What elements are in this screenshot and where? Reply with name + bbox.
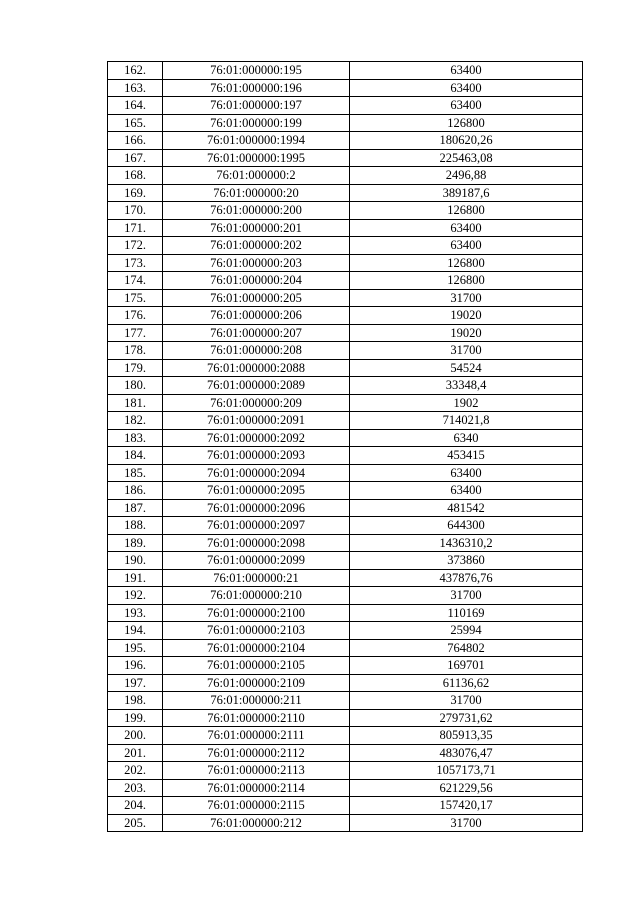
value-cell: 644300 — [350, 517, 583, 535]
value-cell: 279731,62 — [350, 709, 583, 727]
value-cell: 483076,47 — [350, 744, 583, 762]
value-cell: 25994 — [350, 622, 583, 640]
row-number-cell: 167. — [108, 149, 163, 167]
value-cell: 1902 — [350, 394, 583, 412]
row-number-cell: 163. — [108, 79, 163, 97]
cadastral-number-cell: 76:01:000000:2096 — [163, 499, 350, 517]
row-number-cell: 182. — [108, 412, 163, 430]
table-row — [108, 797, 583, 815]
row-number-cell: 177. — [108, 324, 163, 342]
value-cell: 805913,35 — [350, 727, 583, 745]
table-row — [108, 342, 583, 360]
value-cell: 63400 — [350, 464, 583, 482]
cadastral-number-cell: 76:01:000000:2115 — [163, 797, 350, 815]
table-row — [108, 587, 583, 605]
cadastral-number-cell: 76:01:000000:2093 — [163, 447, 350, 465]
table-row — [108, 482, 583, 500]
table-row — [108, 254, 583, 272]
table-row — [108, 132, 583, 150]
table-row — [108, 674, 583, 692]
cadastral-number-cell: 76:01:000000:20 — [163, 184, 350, 202]
table-row — [108, 814, 583, 832]
table-row — [108, 167, 583, 185]
value-cell: 126800 — [350, 114, 583, 132]
cadastral-number-cell: 76:01:000000:2094 — [163, 464, 350, 482]
row-number-cell: 195. — [108, 639, 163, 657]
cadastral-number-cell: 76:01:000000:21 — [163, 569, 350, 587]
value-cell: 157420,17 — [350, 797, 583, 815]
table-row — [108, 744, 583, 762]
value-cell: 31700 — [350, 342, 583, 360]
cadastral-number-cell: 76:01:000000:212 — [163, 814, 350, 832]
value-cell: 621229,56 — [350, 779, 583, 797]
cadastral-number-cell: 76:01:000000:201 — [163, 219, 350, 237]
cadastral-number-cell: 76:01:000000:2111 — [163, 727, 350, 745]
cadastral-number-cell: 76:01:000000:2103 — [163, 622, 350, 640]
row-number-cell: 172. — [108, 237, 163, 255]
value-cell: 1057173,71 — [350, 762, 583, 780]
row-number-cell: 168. — [108, 167, 163, 185]
cadastral-number-cell: 76:01:000000:2113 — [163, 762, 350, 780]
row-number-cell: 181. — [108, 394, 163, 412]
value-cell: 437876,76 — [350, 569, 583, 587]
cadastral-number-cell: 76:01:000000:2089 — [163, 377, 350, 395]
row-number-cell: 165. — [108, 114, 163, 132]
cadastral-number-cell: 76:01:000000:199 — [163, 114, 350, 132]
cadastral-number-cell: 76:01:000000:2112 — [163, 744, 350, 762]
cadastral-number-cell: 76:01:000000:205 — [163, 289, 350, 307]
table-row — [108, 272, 583, 290]
cadastral-number-cell: 76:01:000000:197 — [163, 97, 350, 115]
table-row — [108, 534, 583, 552]
table-row — [108, 324, 583, 342]
row-number-cell: 169. — [108, 184, 163, 202]
cadastral-number-cell: 76:01:000000:202 — [163, 237, 350, 255]
table-row — [108, 412, 583, 430]
table-row — [108, 464, 583, 482]
value-cell: 126800 — [350, 272, 583, 290]
table-row — [108, 289, 583, 307]
cadastral-number-cell: 76:01:000000:2099 — [163, 552, 350, 570]
table-row — [108, 709, 583, 727]
table-body — [108, 62, 583, 832]
cadastral-number-cell: 76:01:000000:2095 — [163, 482, 350, 500]
row-number-cell: 204. — [108, 797, 163, 815]
cadastral-number-cell: 76:01:000000:195 — [163, 62, 350, 80]
value-cell: 1436310,2 — [350, 534, 583, 552]
row-number-cell: 202. — [108, 762, 163, 780]
table-row — [108, 202, 583, 220]
cadastral-number-cell: 76:01:000000:2098 — [163, 534, 350, 552]
cadastral-number-cell: 76:01:000000:208 — [163, 342, 350, 360]
cadastral-number-cell: 76:01:000000:2088 — [163, 359, 350, 377]
table-row — [108, 359, 583, 377]
table-row — [108, 604, 583, 622]
cadastral-number-cell: 76:01:000000:2114 — [163, 779, 350, 797]
cadastral-number-cell: 76:01:000000:2092 — [163, 429, 350, 447]
value-cell: 61136,62 — [350, 674, 583, 692]
row-number-cell: 205. — [108, 814, 163, 832]
row-number-cell: 179. — [108, 359, 163, 377]
table-row — [108, 79, 583, 97]
table-row — [108, 762, 583, 780]
cadastral-number-cell: 76:01:000000:2097 — [163, 517, 350, 535]
table-row — [108, 499, 583, 517]
cadastral-number-cell: 76:01:000000:2104 — [163, 639, 350, 657]
row-number-cell: 186. — [108, 482, 163, 500]
row-number-cell: 174. — [108, 272, 163, 290]
row-number-cell: 201. — [108, 744, 163, 762]
row-number-cell: 175. — [108, 289, 163, 307]
value-cell: 31700 — [350, 692, 583, 710]
table-row — [108, 149, 583, 167]
value-cell: 31700 — [350, 814, 583, 832]
value-cell: 126800 — [350, 254, 583, 272]
table-row — [108, 114, 583, 132]
cadastral-number-cell: 76:01:000000:2100 — [163, 604, 350, 622]
row-number-cell: 180. — [108, 377, 163, 395]
row-number-cell: 162. — [108, 62, 163, 80]
value-cell: 373860 — [350, 552, 583, 570]
value-cell: 453415 — [350, 447, 583, 465]
value-cell: 225463,08 — [350, 149, 583, 167]
table-row — [108, 184, 583, 202]
cadastral-number-cell: 76:01:000000:196 — [163, 79, 350, 97]
table-row — [108, 429, 583, 447]
cadastral-number-cell: 76:01:000000:2109 — [163, 674, 350, 692]
row-number-cell: 176. — [108, 307, 163, 325]
cadastral-number-cell: 76:01:000000:211 — [163, 692, 350, 710]
table-row — [108, 622, 583, 640]
cadastral-value-table — [107, 61, 583, 832]
row-number-cell: 189. — [108, 534, 163, 552]
table-row — [108, 692, 583, 710]
row-number-cell: 170. — [108, 202, 163, 220]
row-number-cell: 164. — [108, 97, 163, 115]
cadastral-number-cell: 76:01:000000:207 — [163, 324, 350, 342]
cadastral-number-cell: 76:01:000000:203 — [163, 254, 350, 272]
cadastral-number-cell: 76:01:000000:210 — [163, 587, 350, 605]
row-number-cell: 188. — [108, 517, 163, 535]
value-cell: 54524 — [350, 359, 583, 377]
table-row — [108, 639, 583, 657]
value-cell: 63400 — [350, 97, 583, 115]
table-row — [108, 447, 583, 465]
value-cell: 389187,6 — [350, 184, 583, 202]
table-row — [108, 517, 583, 535]
cadastral-number-cell: 76:01:000000:204 — [163, 272, 350, 290]
row-number-cell: 199. — [108, 709, 163, 727]
value-cell: 110169 — [350, 604, 583, 622]
cadastral-number-cell: 76:01:000000:2110 — [163, 709, 350, 727]
table-row — [108, 97, 583, 115]
value-cell: 33348,4 — [350, 377, 583, 395]
row-number-cell: 197. — [108, 674, 163, 692]
table-row — [108, 237, 583, 255]
row-number-cell: 194. — [108, 622, 163, 640]
cadastral-number-cell: 76:01:000000:200 — [163, 202, 350, 220]
value-cell: 764802 — [350, 639, 583, 657]
table-row — [108, 727, 583, 745]
value-cell: 714021,8 — [350, 412, 583, 430]
row-number-cell: 166. — [108, 132, 163, 150]
table-row — [108, 219, 583, 237]
cadastral-number-cell: 76:01:000000:206 — [163, 307, 350, 325]
table-row — [108, 62, 583, 80]
value-cell: 31700 — [350, 587, 583, 605]
table-row — [108, 657, 583, 675]
cadastral-number-cell: 76:01:000000:1995 — [163, 149, 350, 167]
row-number-cell: 185. — [108, 464, 163, 482]
value-cell: 63400 — [350, 62, 583, 80]
table-row — [108, 779, 583, 797]
cadastral-number-cell: 76:01:000000:1994 — [163, 132, 350, 150]
table-row — [108, 569, 583, 587]
table-row — [108, 394, 583, 412]
value-cell: 19020 — [350, 324, 583, 342]
value-cell: 31700 — [350, 289, 583, 307]
value-cell: 180620,26 — [350, 132, 583, 150]
cadastral-number-cell: 76:01:000000:209 — [163, 394, 350, 412]
row-number-cell: 196. — [108, 657, 163, 675]
row-number-cell: 193. — [108, 604, 163, 622]
value-cell: 63400 — [350, 219, 583, 237]
row-number-cell: 191. — [108, 569, 163, 587]
cadastral-number-cell: 76:01:000000:2105 — [163, 657, 350, 675]
table-row — [108, 552, 583, 570]
row-number-cell: 198. — [108, 692, 163, 710]
value-cell: 63400 — [350, 482, 583, 500]
value-cell: 126800 — [350, 202, 583, 220]
value-cell: 2496,88 — [350, 167, 583, 185]
value-cell: 6340 — [350, 429, 583, 447]
value-cell: 63400 — [350, 79, 583, 97]
row-number-cell: 200. — [108, 727, 163, 745]
row-number-cell: 190. — [108, 552, 163, 570]
table-row — [108, 307, 583, 325]
row-number-cell: 183. — [108, 429, 163, 447]
row-number-cell: 192. — [108, 587, 163, 605]
row-number-cell: 203. — [108, 779, 163, 797]
value-cell: 19020 — [350, 307, 583, 325]
row-number-cell: 184. — [108, 447, 163, 465]
cadastral-number-cell: 76:01:000000:2 — [163, 167, 350, 185]
row-number-cell: 171. — [108, 219, 163, 237]
value-cell: 63400 — [350, 237, 583, 255]
table-row — [108, 377, 583, 395]
row-number-cell: 173. — [108, 254, 163, 272]
cadastral-number-cell: 76:01:000000:2091 — [163, 412, 350, 430]
row-number-cell: 178. — [108, 342, 163, 360]
value-cell: 169701 — [350, 657, 583, 675]
row-number-cell: 187. — [108, 499, 163, 517]
value-cell: 481542 — [350, 499, 583, 517]
